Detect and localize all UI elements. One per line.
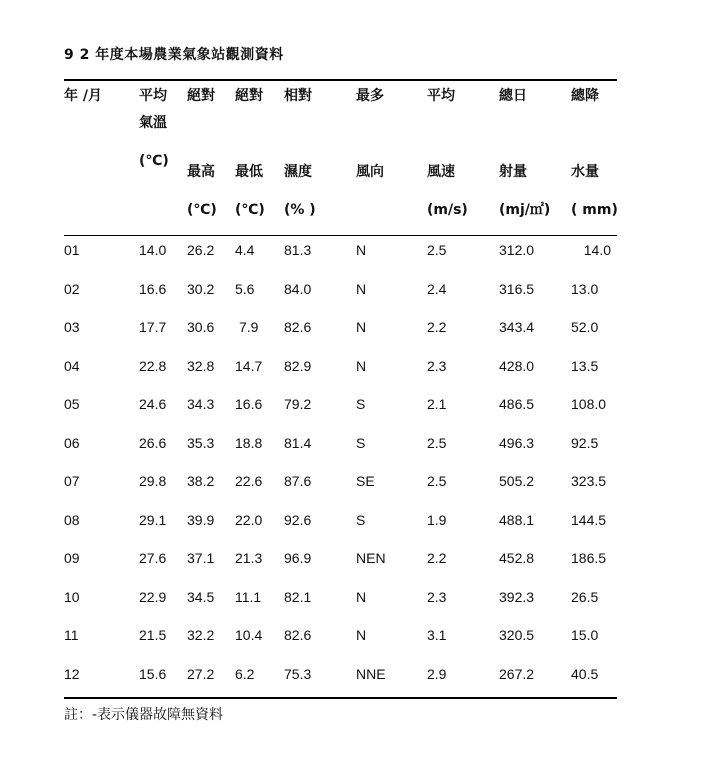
cell-month: 07 [64, 473, 80, 489]
cell-humidity: 82.1 [284, 589, 312, 605]
cell-humidity: 84.0 [284, 281, 312, 297]
cell-radiation: 267.2 [499, 666, 535, 682]
cell-wind-direction: N [356, 627, 367, 643]
cell-month: 08 [64, 512, 80, 528]
cell-avg-temp: 22.9 [139, 589, 167, 605]
cell-radiation: 452.8 [499, 550, 535, 566]
cell-min-temp: 4.4 [235, 242, 255, 258]
cell-humidity: 92.6 [284, 512, 312, 528]
cell-wind-direction: N [356, 319, 367, 335]
header-radiation-row4: 射量 [499, 164, 527, 180]
cell-wind-direction: NEN [356, 550, 386, 566]
cell-rainfall: 144.5 [571, 512, 607, 528]
cell-avg-temp: 29.8 [139, 473, 167, 489]
header-max-temp-row5: (℃) [187, 202, 217, 218]
cell-max-temp: 39.9 [187, 512, 215, 528]
cell-radiation: 312.0 [499, 242, 535, 258]
cell-radiation: 486.5 [499, 396, 535, 412]
cell-min-temp: 10.4 [235, 627, 263, 643]
header-wind-speed-row1: 平均 [427, 88, 455, 104]
table-top-rule [64, 79, 617, 81]
cell-wind-speed: 2.3 [427, 589, 447, 605]
cell-wind-speed: 2.9 [427, 666, 447, 682]
cell-max-temp: 37.1 [187, 550, 215, 566]
cell-min-temp: 11.1 [235, 589, 262, 605]
cell-month: 05 [64, 396, 80, 412]
cell-radiation: 428.0 [499, 358, 535, 374]
cell-radiation: 316.5 [499, 281, 535, 297]
cell-max-temp: 34.5 [187, 589, 215, 605]
cell-humidity: 81.4 [284, 435, 312, 451]
cell-rainfall: 92.5 [571, 435, 599, 451]
cell-wind-direction: N [356, 589, 367, 605]
cell-wind-direction: N [356, 281, 367, 297]
cell-avg-temp: 27.6 [139, 550, 167, 566]
cell-rainfall: 13.5 [571, 358, 599, 374]
header-rainfall-row1: 總降 [571, 88, 599, 104]
cell-wind-speed: 3.1 [427, 627, 447, 643]
cell-min-temp: 22.6 [235, 473, 263, 489]
cell-min-temp: 22.0 [235, 512, 263, 528]
cell-radiation: 505.2 [499, 473, 535, 489]
cell-wind-direction: S [356, 435, 366, 451]
cell-radiation: 496.3 [499, 435, 535, 451]
cell-month: 06 [64, 435, 80, 451]
cell-rainfall: 40.5 [571, 666, 599, 682]
header-wind-speed-row4: 風速 [427, 164, 455, 180]
cell-avg-temp: 26.6 [139, 435, 167, 451]
cell-wind-speed: 2.3 [427, 358, 447, 374]
cell-rainfall: 323.5 [571, 473, 607, 489]
cell-humidity: 82.9 [284, 358, 312, 374]
cell-max-temp: 30.6 [187, 319, 215, 335]
cell-month: 03 [64, 319, 80, 335]
header-humidity-row5: (% ) [284, 202, 316, 218]
cell-min-temp: 21.3 [235, 550, 263, 566]
cell-max-temp: 32.2 [187, 627, 215, 643]
cell-humidity: 81.3 [284, 242, 312, 258]
header-min-temp-row1: 絕對 [235, 88, 263, 104]
cell-wind-direction: SE [356, 473, 375, 489]
cell-humidity: 96.9 [284, 550, 312, 566]
cell-wind-speed: 2.5 [427, 435, 447, 451]
cell-radiation: 343.4 [499, 319, 535, 335]
cell-wind-speed: 1.9 [427, 512, 447, 528]
cell-max-temp: 34.3 [187, 396, 215, 412]
cell-min-temp: 18.8 [235, 435, 263, 451]
cell-wind-direction: S [356, 396, 366, 412]
cell-wind-speed: 2.4 [427, 281, 447, 297]
cell-avg-temp: 29.1 [139, 512, 167, 528]
cell-month: 01 [64, 242, 80, 258]
cell-rainfall: 186.5 [571, 550, 607, 566]
header-radiation-row5: (mj/㎡) [499, 202, 551, 218]
table-bottom-rule [64, 697, 617, 699]
cell-wind-direction: NNE [356, 666, 386, 682]
header-max-temp-row1: 絕對 [187, 88, 215, 104]
cell-min-temp: 7.9 [239, 319, 259, 335]
cell-month: 12 [64, 666, 80, 682]
cell-min-temp: 6.2 [235, 666, 255, 682]
header-humidity-row4: 濕度 [284, 164, 312, 180]
header-wind-speed-row5: (m/s) [427, 202, 468, 218]
header-month-row1: 年 /月 [64, 88, 102, 104]
cell-wind-speed: 2.5 [427, 242, 447, 258]
header-min-temp-row4: 最低 [235, 164, 263, 180]
cell-rainfall: 26.5 [571, 589, 599, 605]
cell-avg-temp: 21.5 [139, 627, 167, 643]
cell-humidity: 82.6 [284, 319, 312, 335]
cell-radiation: 320.5 [499, 627, 535, 643]
cell-rainfall: 13.0 [571, 281, 599, 297]
cell-month: 10 [64, 589, 80, 605]
cell-min-temp: 16.6 [235, 396, 263, 412]
cell-humidity: 82.6 [284, 627, 312, 643]
cell-humidity: 79.2 [284, 396, 312, 412]
cell-humidity: 87.6 [284, 473, 312, 489]
cell-avg-temp: 16.6 [139, 281, 167, 297]
cell-wind-speed: 2.2 [427, 319, 447, 335]
cell-max-temp: 32.8 [187, 358, 215, 374]
cell-month: 11 [64, 627, 79, 643]
cell-wind-speed: 2.1 [427, 396, 447, 412]
cell-max-temp: 27.2 [187, 666, 215, 682]
header-wind-direction-row1: 最多 [356, 88, 384, 104]
cell-wind-speed: 2.2 [427, 550, 447, 566]
cell-rainfall: 15.0 [571, 627, 599, 643]
cell-max-temp: 26.2 [187, 242, 215, 258]
cell-min-temp: 14.7 [235, 358, 263, 374]
header-max-temp-row4: 最高 [187, 164, 215, 180]
cell-avg-temp: 24.6 [139, 396, 167, 412]
cell-wind-speed: 2.5 [427, 473, 447, 489]
cell-wind-direction: S [356, 512, 366, 528]
document-title: 9 2 年度本場農業氣象站觀測資料 [64, 47, 284, 63]
cell-month: 02 [64, 281, 80, 297]
cell-wind-direction: N [356, 358, 367, 374]
cell-avg-temp: 14.0 [139, 242, 167, 258]
cell-rainfall: 14.0 [583, 242, 611, 258]
cell-min-temp: 5.6 [235, 281, 255, 297]
cell-rainfall: 108.0 [571, 396, 607, 412]
header-bottom-rule [64, 235, 617, 236]
cell-max-temp: 38.2 [187, 473, 215, 489]
header-avg-temp-row2: 氣溫 [139, 115, 167, 131]
header-rainfall-row5: ( mm) [571, 202, 618, 218]
cell-month: 09 [64, 550, 80, 566]
header-avg-temp-row3: (℃) [139, 153, 169, 169]
footnote: 註：-表示儀器故障無資料 [64, 707, 224, 723]
cell-avg-temp: 17.7 [139, 319, 167, 335]
cell-humidity: 75.3 [284, 666, 312, 682]
cell-rainfall: 52.0 [571, 319, 599, 335]
cell-wind-direction: N [356, 242, 367, 258]
cell-avg-temp: 22.8 [139, 358, 167, 374]
header-avg-temp-row1: 平均 [139, 88, 167, 104]
header-rainfall-row4: 水量 [571, 164, 599, 180]
cell-avg-temp: 15.6 [139, 666, 167, 682]
cell-max-temp: 30.2 [187, 281, 215, 297]
cell-radiation: 488.1 [499, 512, 535, 528]
header-min-temp-row5: (℃) [235, 202, 265, 218]
cell-max-temp: 35.3 [187, 435, 215, 451]
cell-radiation: 392.3 [499, 589, 535, 605]
header-radiation-row1: 總日 [499, 88, 527, 104]
header-wind-direction-row4: 風向 [356, 164, 384, 180]
header-humidity-row1: 相對 [284, 88, 312, 104]
cell-month: 04 [64, 358, 80, 374]
